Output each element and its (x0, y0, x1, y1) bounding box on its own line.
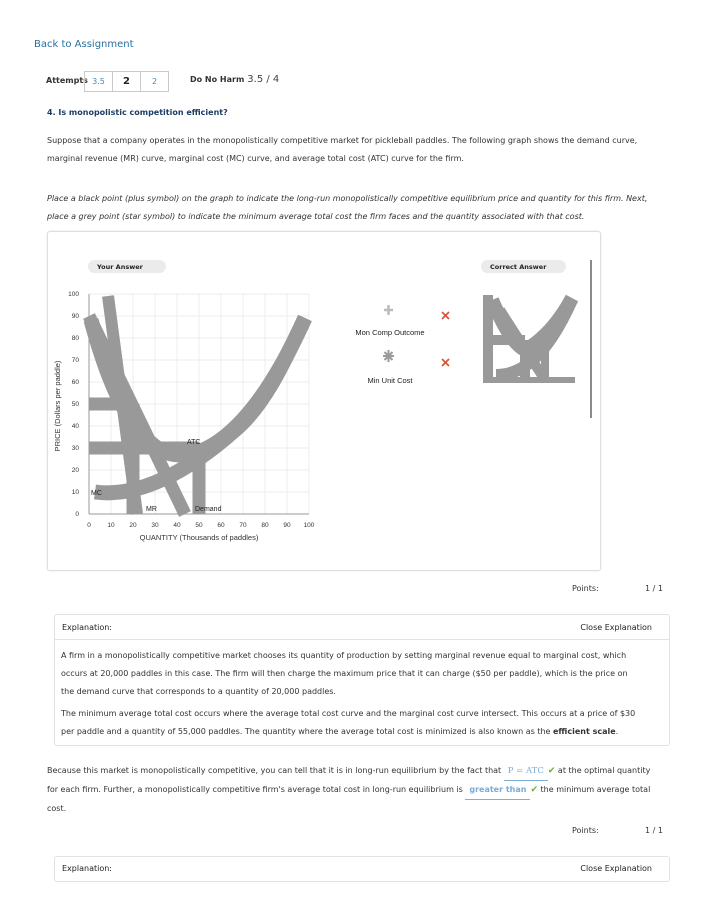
back-to-assignment-link[interactable]: Back to Assignment (34, 39, 134, 50)
y-tick-20: 20 (71, 467, 79, 474)
answer-dropdown-1[interactable]: P = ATC (504, 762, 548, 781)
min-unit-legend-label: Min Unit Cost (367, 376, 413, 385)
answer-dropdown-2[interactable]: greater than (465, 781, 530, 800)
exp-p2-period: . (615, 727, 619, 736)
y-tick-70: 70 (71, 357, 79, 364)
attempt-cell-current: 2 (113, 72, 141, 91)
explanation-paragraph-1 (61, 647, 657, 701)
x-tick-70: 70 (239, 522, 247, 529)
plus-tool-icon[interactable] (384, 305, 393, 315)
explanation-paragraph-2 (61, 705, 657, 741)
mon-comp-legend-label: Mon Comp Outcome (355, 328, 425, 337)
correct-answer-tag: Correct Answer (481, 260, 566, 273)
points-label-2: Points: (572, 826, 599, 835)
y-tick-60: 60 (71, 379, 79, 386)
wrong-mark-icon-2 (442, 359, 449, 366)
x-tick-80: 80 (261, 522, 269, 529)
exp-p1-line-2: occurs at 20,000 paddles in this case. The firm will then charge the maximum price that it can charge ($50 per paddle), which is the price on (61, 669, 628, 678)
question-title: 4. Is monopolistic competition efficient? (47, 108, 228, 117)
exp-p2-line-2-text: per paddle and a quantity of 55,000 paddles. The quantity where the average total cost is minimized is also known as the (61, 727, 553, 736)
y-tick-30: 30 (71, 445, 79, 452)
curves (89, 296, 305, 514)
correct-answer-thumbnail (488, 295, 575, 383)
x-tick-100: 100 (303, 522, 315, 529)
do-no-harm-label: Do No Harm (190, 75, 245, 84)
x-tick-40: 40 (173, 522, 181, 529)
attempts-label: Attempts (46, 76, 88, 85)
followup-line-1-text: Because this market is monopolistically competitive, you can tell that it is in long-run equilibrium by the fact that (47, 766, 502, 775)
attempt-cell-next[interactable]: 2 (151, 77, 158, 86)
y-axis-title: PRICE (Dollars per paddle) (53, 360, 62, 452)
do-no-harm-score: 3.5 / 4 (247, 74, 280, 85)
efficient-scale-term: efficient scale (553, 727, 616, 736)
y-tick-80: 80 (71, 335, 79, 342)
intro-line-1: Suppose that a company operates in the monopolistically competitive market for pickleball paddles. The following graph shows the demand curve, (47, 136, 638, 145)
instr-line-2: place a grey point (star symbol) to indicate the minimum average total cost the firm faces and the quantity associated with that cost. (47, 212, 585, 221)
explanation-header: Explanation: (62, 623, 112, 632)
x-tick-10: 10 (107, 522, 115, 529)
explanation-box-2 (54, 856, 670, 882)
y-tick-0: 0 (75, 511, 79, 518)
exp-p2-line-1: The minimum average total cost occurs where the average total cost curve and the marginal cost curve intersect. This occurs at a price of $30 (61, 709, 636, 718)
followup-line-2 (47, 781, 677, 800)
followup-line-1-end: at the optimal quantity (557, 766, 651, 775)
your-answer-tag: Your Answer (88, 260, 166, 273)
x-tick-30: 30 (151, 522, 159, 529)
y-tick-10: 10 (71, 489, 79, 496)
close-explanation-button[interactable]: Close Explanation (580, 623, 652, 632)
x-axis-title: QUANTITY (Thousands of paddles) (139, 533, 259, 542)
y-tick-40: 40 (71, 423, 79, 430)
y-tick-90: 90 (71, 313, 79, 320)
correct-check-icon: ✔ (547, 766, 556, 776)
atc-label: ATC (187, 439, 201, 446)
points-value: 1 / 1 (645, 584, 663, 593)
x-tick-90: 90 (283, 522, 291, 529)
exp-p1-line-1: A firm in a monopolistically competitive market chooses its quantity of production by setting marginal revenue equal to marginal cost, which (61, 651, 627, 660)
y-tick-100: 100 (68, 291, 79, 298)
x-tick-50: 50 (195, 522, 203, 529)
wrong-mark-icon (442, 312, 449, 319)
followup-line-2-text: for each firm. Further, a monopolistically competitive firm's average total cost in long-run equilibrium is (47, 785, 463, 794)
explanation-divider (55, 639, 669, 640)
points-label: Points: (572, 584, 599, 593)
intro-line-2: marginal revenue (MR) curve, marginal cost (MC) curve, and average total cost (ATC) curve for the firm. (47, 154, 464, 163)
attempt-cell-score[interactable]: 3.5 (85, 72, 113, 91)
x-tick-60: 60 (217, 522, 225, 529)
x-tick-0: 0 (87, 522, 91, 529)
close-explanation-button-2[interactable]: Close Explanation (580, 864, 652, 873)
followup-line-3: cost. (47, 804, 67, 813)
exp-p1-line-3: the demand curve that corresponds to a quantity of 20,000 paddles. (61, 687, 336, 696)
explanation-header-2: Explanation: (62, 864, 112, 873)
exp-p2-line-2 (61, 723, 657, 741)
followup-question (47, 762, 677, 818)
followup-line-2-end: the minimum average total (540, 785, 651, 794)
y-tick-50: 50 (71, 401, 79, 408)
demand-label: Demand (195, 506, 222, 513)
mc-label: MC (91, 490, 102, 497)
followup-line-1 (47, 762, 677, 781)
instr-line-1: Place a black point (plus symbol) on the graph to indicate the long-run monopolistically competitive equilibrium price and quantity for this firm. Next, (47, 194, 648, 203)
mr-label: MR (146, 506, 157, 513)
x-tick-20: 20 (129, 522, 137, 529)
star-tool-icon[interactable] (383, 350, 394, 362)
points-value-2: 1 / 1 (645, 826, 663, 835)
explanation-box (54, 614, 670, 746)
correct-check-icon-2: ✔ (530, 785, 538, 795)
